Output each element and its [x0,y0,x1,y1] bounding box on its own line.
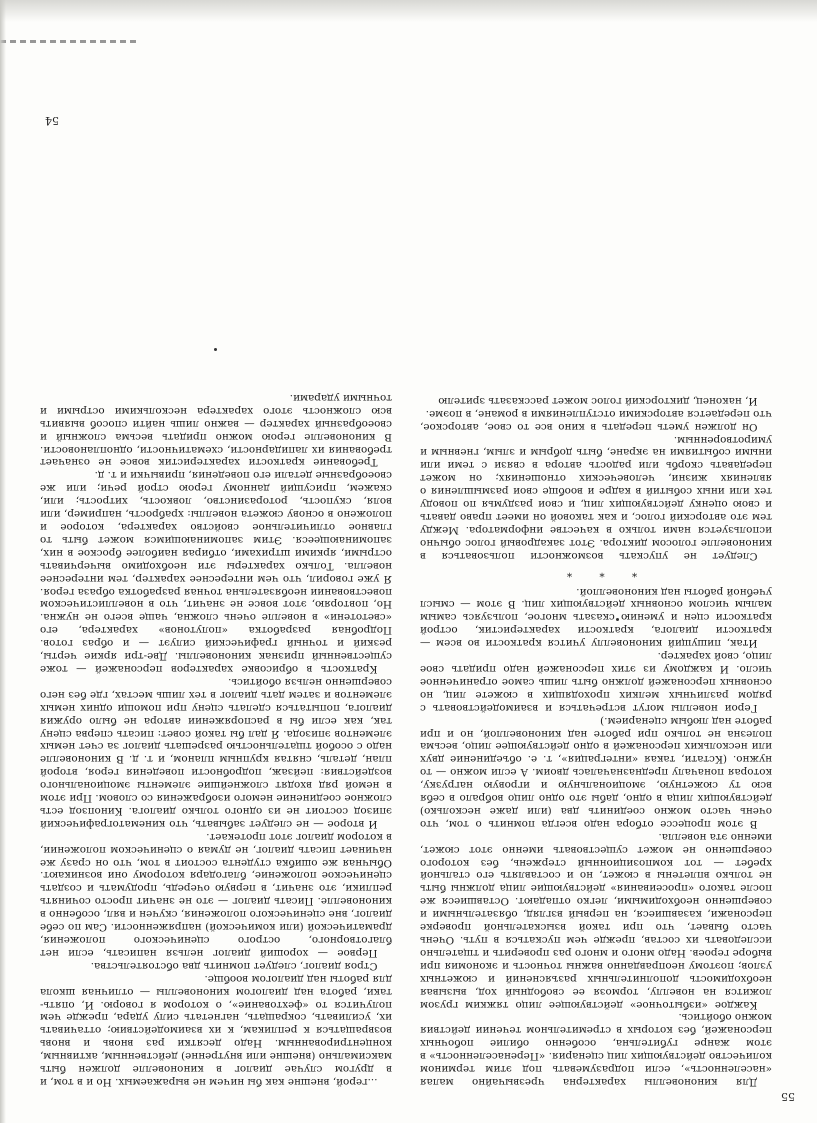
scan-edge-mark [0,40,140,43]
page-55-text [420,88,772,1088]
scan-left-shadow [0,0,6,1123]
paragraph: Он должен уметь передать в кино все то свое, авторское, что передается авторскими отступлениями в романе, в поэме. [420,407,772,433]
paragraph: Каждое «избыточное» действующее лицо тяжким грузом ложится на новеллу, тормозя ее свободный ход, вызывая необходимость дополнительных разъяснений и сюжетных узлов; поэтому неоправданно важны точность и экономия при выборе героев. Надо много и много раз проверить и тщательно исследовать их состав, прежде чем пускаться в путь. Очень часто бывает, что при такой взыскательной проверке персонажи, казавшиеся, на первый взгляд, обязательными и совершенно необходимыми, легко отпадают. Оставшиеся же после такого «просеивания» действующие лица должны быть не только вплетены в сюжет, но и составлять его стальной хребет — тот композиционный стержень, без которого совершенно не может существовать именно этот сюжет, именно эта новелла. [420,830,772,1011]
section-separator: * * * [554,566,638,579]
paragraph: Требование краткости характеристик вовсе не означает требования их лапидарности, схематичности, одноплановости. В киноновелле герою можно придать весьма сложный и своеобразный характер — важно лишь найти способ выявить всю сложность этого характера несколькими острыми и точными ударами. [40,391,392,469]
paragraph: Строя диалог, следует помнить два обстоятельства. [90,959,378,972]
scan-top-shadow [0,0,817,22]
paragraph: ...герой, внешне как бы ничем не выражаемых. Но и в том, и в другом случае диалог в киноновелле должен быть максимально (внешне или внутренне) действенным, активным, концентрированным. Надо десятки раз вновь и вновь возвращаться к репликам, к их взаимодействию; оттачивать их, усиливать, сокращать, нагнетать силу удара, прежде чем получится то «фехтование», о котором я говорю. И, опять-таки, работа над диалогом киноновеллы — отличная школа для работы над диалогом вообще. [40,972,392,1088]
paragraph: Для киноновеллы характерна чрезвычайно малая «населенность», если подразумевать под этим термином количество действующих лиц сценария. «Перенаселенность» в этом жанре губительна, особенно обилие побочных персонажей, без которых в стремительном течении действия можно обойтись. [420,1011,772,1088]
paragraph: И, наконец, дикторский голос может рассказать зрителю [438,394,758,407]
paragraph: Первое — хороший диалог нельзя написать, если нет благотворного, острого сценического положения, драматической (или комической) напряженности. Сам по себе диалог, вне сценического положения, скучен и вял, особенно в киноновелле. Писать диалог — это не значит просто сочинять реплики, это значит, в первую очередь, продумать и создать сценическое положение, благодаря которому они возникают. Обычная же ошибка студента состоит в том, что он сразу же начинает писать диалог, не думая о сценическом положении, в котором диалог этот протекает. [39,830,392,959]
paragraph: Герои новеллы могут встречаться и взаимодействовать с рядом различных мелких проходящих в сюжете лиц, но основных персонажей должно быть лишь самое ограниченное число. И каждому из этих персонажей надо придать свое лицо, свой характер. [420,650,772,714]
page-number-54: 54 [45,114,59,127]
paragraph: Следует не упускать возможности пользоваться в киноновелле голосом диктора. Этот закадровый голос обычно используется нами только в качестве информатора. Между тем это авторский голос, и как таковой он имеет право давать и свою оценку действующих лиц, и свои раздумья по поводу тех или иных событий в кадре и вообще свои размышления о явлениях жизни, человеческих отношениях; он может передавать скорбь или радость автора в связи с теми или иными событиями на экране, быть добрым и злым, гневным и умиротворенным. [420,433,772,562]
paragraph: И второе — не следует забывать, что кинематографический эпизод состоит не из одного только диалога. Кинопзод есть сложное соединение немого изображения со словом. При этом в немой ряд входят сложнейшие элементы эмоционального воздействия: пейзаж, подробности поведения героя, второй план, деталь, снятая крупным планом, и т. д. В киноновелле надо с особой тщательностью разрешать диалог за счет немых элементов эпизода. Я дал бы такой совет: писать сперва сцену так, как если бы в распоряжении автора не было оружия диалога, попытаться сделать сцену при помощи одних немых элементов и затем дать диалог в тех лишь местах, где без него совершенно нельзя обойтись. [40,675,392,830]
page-number-55: 55 [781,1090,795,1103]
paragraph: В этом процессе отбора надо всегда помнить о том, что очень часто можно соединить два (или даже несколько) действующих лица в одно, дабы это одно лицо вобрало в себя всю ту сюжетную, эмоциональную и игровую нагрузку, которая поначалу предназначалась двоим. А если можно — то нужно. (Кстати, такая «интеграция», т. е. объединение двух или нескольких персонажей в одно действующее лицо, весьма полезна не только при работе над киноновеллой, но и при работе над любым сценарием.) [420,714,772,830]
paragraph: Краткость в обрисовке характеров персонажей — тоже существенный признак киноновеллы. Две-три яркие черты, резкий и точный графический силуэт — и образ готов. Подробная разработка «полутонов» характера, его «светотени» в новелле очень сложна, чаще всего не нужна. Но, повторяю, этот вовсе не значит, что в новеллистическом повествовании необязательна точная разработка образа героя. Я уже говорил, что чем интереснее характер, тем интереснее новелла. Только характеры эти необходимо вычерчивать острыми, яркими штрихами, отбирая наиболее броское в них, запоминающееся. Этим запоминающимся может быть то главное отличительное свойство характера, которое и положено в основу сюжета новеллы: храбрость, например, или воля, скупость, роторазинство, ловкость, хитрость; или, скажем, присущий данному герою строй речи; или же своеобразные детали его поведения, привычки и т. д. [40,469,392,675]
page-54-text [40,88,392,1088]
paragraph: Итак, пишущий киноновеллу учится краткости во всем — краткости диалога, краткости характеристик, острой краткости сцен и умению сказать многое, пользуясь самым малым числом основных действующих лиц. В этом — смысл учебной работы над киноновеллой. [420,585,772,650]
